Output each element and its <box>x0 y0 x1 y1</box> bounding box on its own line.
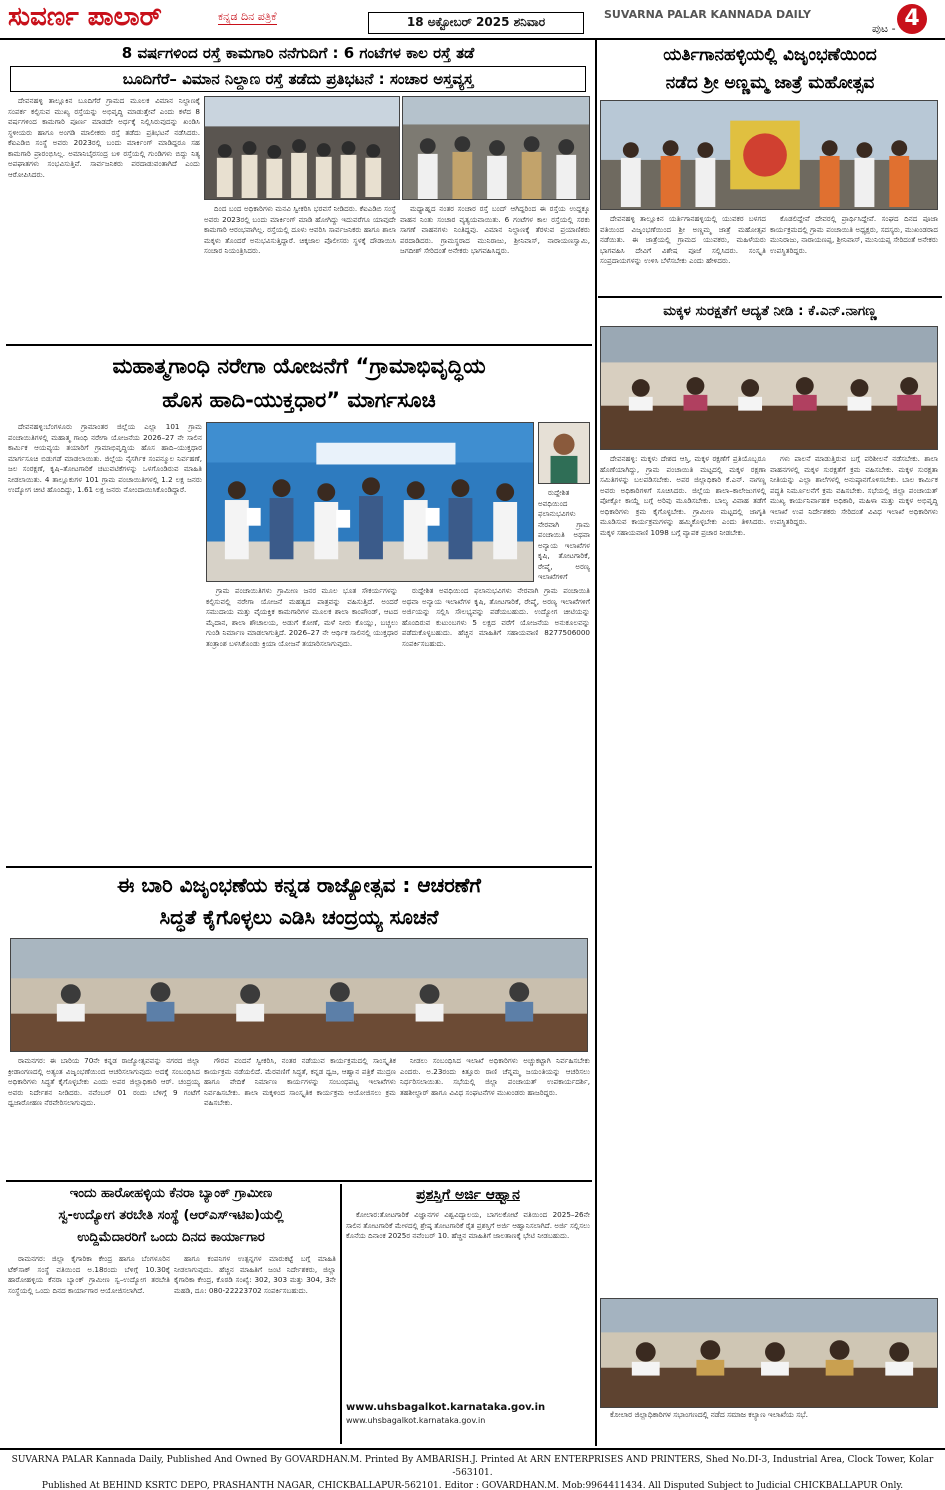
meeting-photo <box>10 938 588 1052</box>
story6-body-right <box>174 1254 336 1442</box>
story7-headline: ಪ್ರಶಸ್ತಿಗೆ ಅರ್ಜಿ ಆಹ್ವಾನ <box>416 1187 520 1203</box>
story3-headline: ಮಹಾತ್ಮಗಾಂಧಿ ನರೇಗಾ ಯೋಜನೆಗೆ “ಗ್ರಾಮಾಭಿವೃದ್ಧಿಯ <box>112 354 486 378</box>
story1-paragraph: ದೇವನಹಳ್ಳಿ ತಾಲ್ಲೂಕಿನ ಬೂದಿಗೆರೆ ಗ್ರಾಮದ ಮೂಲಕ ವಿಮಾನ ನಿಲ್ದಾಣಕ್ಕೆ ಸಂಪರ್ಕ ಕಲ್ಪಿಸುವ ಮುಖ್ಯ ರಸ್ತೆಯನ್ನು ಅಭಿವೃದ್ಧಿ ಮಾಡುತ್ತೇವೆ ಎಂದು ಕಳೆದ 8 ವರ್ಷಗಳಿಂದ ಕಾಮಗಾರಿ ಪೂರ್ಣ ಮಾಡದೇ ಅರ್ಧಕ್ಕೆ ನಿಲ್ಲಿಸಿರುವುದನ್ನು ಖಂಡಿಸಿ ಸ್ಥಳೀಯರು ಹಾಗೂ ಅಂಗಡಿ ಮಾಲೀಕರು ರಸ್ತೆ ತಡೆದು ಪ್ರತಿಭಟನೆ ನಡೆಸಿದರು. ಕೆಐಎಡಿಬಿ ಸಂಸ್ಥೆ ಅವರು 2023ರಲ್ಲಿ ಬಂದು ಮಾರ್ಕಿಂಗ್ ಮಾಡಿದ್ದರೂ ಸಹ ಕಾಮಗಾರಿ ಪ್ರಾರಂಭಿಸಿಲ್ಲ. ಅಮಾನಿಬೈರಸಂದ್ರ ಬಳಿ ರಸ್ತೆಯಲ್ಲಿ ಗುಂಡಿಗಳು ಬಿದ್ದು ನಿತ್ಯ ಅಪಘಾತಗಳು ಸಂಭವಿಸುತ್ತಿವೆ. ಸಾರ್ವಜನಿಕರು ಪರದಾಡುವಂತಾಗಿದೆ ಎಂದು ಆರೋಪಿಸಿದರು. <box>8 96 200 179</box>
story5-paragraph: ಗೌರವ ವಂದನೆ ಸ್ವೀಕರಿಸಿ, ನಂತರ ನಡೆಯುವ ಕಾರ್ಯಕ್ರಮದಲ್ಲಿ ಸಾಂಸ್ಕೃತಿಕ ಕಾರ್ಯಕ್ರಮ ನಡೆಯಲಿದೆ. ಮೆರವಣಿಗೆ ಸಿದ್ಧತೆ, ಕನ್ನಡ ಧ್ವಜ, ಆಹ್ವಾನ ಪತ್ರಿಕೆ ಮುದ್ರಣ ಹಾಗೂ ವೇದಿಕೆ ನಿರ್ಮಾಣ ಕಾರ್ಯಗಳನ್ನು ಸಂಬಂಧಪಟ್ಟ ಇಲಾಖೆಗಳು ನಿರ್ವಹಿಸಬೇಕು. ಶಾಲಾ ಮಕ್ಕಳಿಂದ ಸಾಂಸ್ಕೃತಿಕ ಕಾರ್ಯಕ್ರಮ ಆಯೋಜಿಸಲು ಕ್ರಮ ವಹಿಸಬೇಕು. <box>204 1056 396 1107</box>
story3-body-right <box>402 586 590 862</box>
divider <box>598 296 942 298</box>
story3-body-left <box>8 422 202 862</box>
story3-headline-line2: ಹೊಸ ಹಾದಿ-ಯುಕ್ತಧಾರ” ಮಾರ್ಗಸೂಚಿ <box>162 388 436 412</box>
story2-headline-line2: ನಡೆದ ಶ್ರೀ ಅಣ್ಣಮ್ಮ ಜಾತ್ರೆ ಮಹೋತ್ಸವ <box>665 73 875 93</box>
story6-headline-line3: ಉದ್ದಿಮೆದಾರರಿಗೆ ಒಂದು ದಿನದ ಕಾರ್ಯಾಗಾರ <box>77 1230 265 1245</box>
story7-body <box>346 1210 590 1398</box>
award-website-link[interactable]: www.uhsbagalkot.karnataka.gov.in <box>346 1402 546 1413</box>
story2-headline: ಯರ್ತಿಗಾನಹಳ್ಳಿಯಲ್ಲಿ ವಿಜೃಂಭಣೆಯಿಂದ <box>663 45 877 65</box>
story3-paragraph: ರುದ್ದೇಶಿತ ಅವಧಿಯಿಂದ ಫಲಾನುಭವಿಗಳು ನೇರವಾಗಿ ಗ್ರಾಮ ಪಂಚಾಯಿತಿ ಅಥವಾ ಅನ್ಯಾಯ ಇಲಾಖೆಗಳ ಕೃಷಿ, ತೋಟಗಾರಿಕೆ, ರೇಷ್ಮೆ, ಅರಣ್ಯ ಇಲಾಖೆಗಳಿಗೆ ಅರ್ಜಿಯನ್ನು ಸಲ್ಲಿಸಿ ಸೌಲಭ್ಯವನ್ನು ಪಡೆಯಬಹುದು. ಉದ್ಯೋಗ ಚೀಟಿಯನ್ನು ಹೊಂದಿರುವ ಕುಟುಂಬಗಳು 5 ಲಕ್ಷದ ವರೆಗೆ ಯೋಜನೆಯ ಅನುಕೂಲವನ್ನು ಪಡೆದುಕೊಳ್ಳಬಹುದು. ಹೆಚ್ಚಿನ ಮಾಹಿತಿಗೆ ಸಹಾಯವಾಣಿ 8277506000 ಸಂಪರ್ಕಿಸಬಹುದು. <box>402 586 590 648</box>
protest-photo-1 <box>204 96 400 200</box>
kolar-meeting-photo <box>600 1298 938 1408</box>
divider <box>340 1184 342 1444</box>
story2-body-right <box>770 214 938 294</box>
imprint-line-2: Published At BEHIND KSRTC DEPO, PRASHANTH NAGAR, CHICKBALLAPUR-562101. Editor : GOVARDHAN.M. Mob:9964411434. All Disputed Subject to Judicial CHICKBALLAPUR Only. <box>41 1481 904 1490</box>
story5-headline-line2: ಸಿದ್ಧತೆ ಕೈಗೊಳ್ಳಲು ಎಡಿಸಿ ಚಂದ್ರಯ್ಯ ಸೂಚನೆ <box>159 905 439 929</box>
story6-headline-line2: ಸ್ವ-ಉದ್ಯೋಗ ತರಬೇತಿ ಸಂಸ್ಥೆ (ಆರ್‌ಎಸ್‌ಇಟಿಐ)ಯಲ್ಲಿ <box>58 1208 284 1223</box>
story6-paragraph: ರಾಮನಗರ: ಜಿಲ್ಲಾ ಕೈಗಾರಿಕಾ ಕೇಂದ್ರ ಹಾಗೂ ಬೆಂಗಳೂರಿನ ಟೆಕ್‌ಸಾಕ್ ಸಂಸ್ಥೆ ವತಿಯಿಂದ ಅ.18ರಂದು ಬೆಳಿಗ್ಗೆ 10.30ಕ್ಕೆ ಹಾರೋಹಳ್ಳಿಯ ಕೆನರಾ ಬ್ಯಾಂಕ್ ಗ್ರಾಮೀಣ ಸ್ವ–ಉದ್ಯೋಗ ತರಬೇತಿ ಸಂಸ್ಥೆಯಲ್ಲಿ ಒಂದು ದಿನದ ಕಾರ್ಯಾಗಾರ ಆಯೋಜಿಸಲಾಗಿದೆ. <box>8 1254 170 1295</box>
imprint-footer <box>0 1448 945 1490</box>
story3-paragraph: ಗ್ರಾಮ ಪಂಚಾಯಿತಿಗಳು ಗ್ರಾಮೀಣ ಜನರ ಮೂಲ ಭೂತ ಸೌಕರ್ಯಗಳನ್ನು ಕಲ್ಪಿಸುವಲ್ಲಿ ನರೇಗಾ ಯೋಜನೆ ಮಹತ್ವದ ಪಾತ್ರವನ್ನು ವಹಿಸುತ್ತಿದೆ. ಅಂದರೆ ಸಮುದಾಯ ಮತ್ತು ವೈಯಕ್ತಿಕ ಕಾಮಗಾರಿಗಳ ಮೂಲಕ ಶಾಲಾ ಕಾಂಪೌಂಡ್, ಆಟದ ಮೈದಾನ, ಶಾಲಾ ಶೌಚಾಲಯ, ಅಡುಗೆ ಕೋಣೆ, ಮಳೆ ನೀರು ಕೊಯ್ಲು, ಬಚ್ಚಲು ಗುಂಡಿ ನಿರ್ಮಾಣ ಮಾಡಲಾಗುತ್ತಿದೆ. 2026–27 ನೇ ಆರ್ಥಿಕ ಸಾಲಿನಲ್ಲಿ ಯುಕ್ತಧಾರ ತಂತ್ರಾಂಶ ಬಳಸಿಕೊಂಡು ಕ್ರಿಯಾ ಯೋಜನೆ ತಯಾರಿಸಲಾಗುವುದು. <box>206 586 398 648</box>
award-website-link-2[interactable]: www.uhsbagalkot.karnataka.gov.in <box>346 1416 486 1425</box>
divider <box>6 866 592 868</box>
imprint-line-1: SUVARNA PALAR Kannada Daily, Published And Owned By GOVARDHAN.M. Printed By AMBARISH.J. Printed At ARN ENTERPRISES AND PRINTERS, Shed No.DI-3, Industrial Area, Clock Tower, Kolar -563101. <box>11 1455 934 1478</box>
story2-paragraph: ದೇವನಹಳ್ಳಿ ತಾಲ್ಲೂಕಿನ ಯರ್ತಿಗಾನಹಳ್ಳಿಯಲ್ಲಿ ಯುವಕರ ಬಳಗದ ವತಿಯಿಂದ ವಿಜೃಂಭಣೆಯಿಂದ ಶ್ರೀ ಅಣ್ಣಮ್ಮ ಜಾತ್ರೆ ಮಹೋತ್ಸವ ನಡೆಯಿತು. ಈ ಜಾತ್ರೆಯಲ್ಲಿ ಗ್ರಾಮದ ಯುವಕರು, ಮಹಿಳೆಯರು ಭಾಗವಹಿಸಿ ದೇವಿಗೆ ವಿಶೇಷ ಪೂಜೆ ಸಲ್ಲಿಸಿದರು. ಸಂಸ್ಕೃತಿ ಸಂಪ್ರದಾಯಗಳನ್ನು ಉಳಿಸಿ ಬೆಳೆಸಬೇಕು ಎಂದು ಹೇಳಿದರು. <box>600 214 766 265</box>
story3-body-mid <box>206 586 398 862</box>
child-safety-meeting-photo <box>600 326 938 450</box>
story6-headline: ಇಂದು ಹಾರೋಹಳ್ಳಿಯ ಕೆನರಾ ಬ್ಯಾಂಕ್ ಗ್ರಾಮೀಣ <box>69 1186 273 1201</box>
official-portrait <box>538 422 590 484</box>
caption-text: ಕೋಲಾರ ಜಿಲ್ಲಾಧಿಕಾರಿಗಳ ಸಭಾಂಗಣದಲ್ಲಿ ನಡೆದ ಸಮಾಜ ಕಲ್ಯಾಣ ಇಲಾಖೆಯ ಸಭೆ. <box>610 1410 808 1419</box>
story3-side-text <box>538 488 590 582</box>
story4-paragraph: ಗಳು ಪಾಲನೆ ಮಾಡುತ್ತಿರುವ ಬಗ್ಗೆ ಪರಿಶೀಲನೆ ನಡೆಸಬೇಕು. ಶಾಲಾ ವಾಹನಗಳಲ್ಲಿ ಮಕ್ಕಳ ಸುರಕ್ಷತೆಗೆ ಕ್ರಮ ವಹಿಸಬೇಕು. ಮಕ್ಕಳ ಸುರಕ್ಷತಾ ನೀತಿಯನ್ನು ಎಲ್ಲಾ ಶಾಲೆಗಳಲ್ಲಿ ಅನುಷ್ಠಾನಗೊಳಿಸಬೇಕು. ಬಾಲ ಕಾರ್ಮಿಕ ಪದ್ಧತಿ ನಿರ್ಮೂಲನೆಗೆ ಕ್ರಮ ವಹಿಸಬೇಕು. ಸಭೆಯಲ್ಲಿ ಜಿಲ್ಲಾ ಪಂಚಾಯತ್ ಮುಖ್ಯ ಕಾರ್ಯನಿರ್ವಾಹಕ ಅಧಿಕಾರಿ, ಮಹಿಳಾ ಮತ್ತು ಮಕ್ಕಳ ಅಭಿವೃದ್ಧಿ ಇಲಾಖೆ ಉಪ ನಿರ್ದೇಶಕರು ಸೇರಿದಂತೆ ವಿವಿಧ ಇಲಾಖೆ ಅಧಿಕಾರಿಗಳು ಉಪಸ್ಥಿತರಿದ್ದರು. <box>770 454 938 526</box>
story1-body-left <box>8 96 200 340</box>
story5-body-left <box>8 1056 200 1176</box>
story5-headline: ಈ ಬಾರಿ ವಿಜೃಂಭಣೆಯ ಕನ್ನಡ ರಾಜ್ಯೋತ್ಸವ : ಆಚರಣೆಗೆ <box>117 873 481 897</box>
story1-paragraph: ಮಧ್ಯಾಹ್ನದ ನಂತರ ಸಂಚಾರ ರಸ್ತೆ ಬಂದ್ ಆಗಿದ್ದರಿಂದ ಈ ರಸ್ತೆಯ ಉದ್ದಕ್ಕೂ ವಾಹನ ನಿಂತು ಸಂಚಾರ ವ್ಯತ್ಯಯವಾಯಿತು. 6 ಗಂಟೆಗಳ ಕಾಲ ರಸ್ತೆಯಲ್ಲಿ ಸರಕು ಸಾಗಣೆ ವಾಹನಗಳು ನಿಂತಿದ್ದವು. ವಿಮಾನ ನಿಲ್ದಾಣಕ್ಕೆ ತೆರಳುವ ಪ್ರಯಾಣಿಕರು ಪರದಾಡಿದರು. ಗ್ರಾಮಸ್ಥರಾದ ಮುನಿರಾಜು, ಶ್ರೀನಿವಾಸ್, ನಾರಾಯಣಸ್ವಾಮಿ, ಜಗದೀಶ್ ಸೇರಿದಂತೆ ಅನೇಕರು ಭಾಗವಹಿಸಿದ್ದರು. <box>400 204 590 255</box>
tagline: ಕನ್ನಡ ದಿನ ಪತ್ರಿಕೆ <box>218 10 277 23</box>
story1-body-mid <box>204 204 396 340</box>
column-divider <box>595 40 597 1446</box>
story5-body-mid <box>204 1056 396 1176</box>
story1-body-right <box>400 204 590 340</box>
story3-paragraph: ದೇವನಹಳ್ಳಿ:ಬೆಂಗಳೂರು ಗ್ರಾಮಾಂತರ ಜಿಲ್ಲೆಯ ಎಲ್ಲಾ 101 ಗ್ರಾಮ ಪಂಚಾಯಿತಿಗಳಲ್ಲಿ ಮಹಾತ್ಮ ಗಾಂಧಿ ನರೇಗಾ ಯೋಜನೆಯ 2026–27 ನೇ ಸಾಲಿನ ಕಾರ್ಮಿಕ ಆಯವ್ಯಯ ತಯಾರಿಗೆ ಗ್ರಾಮಾಭಿವೃದ್ಧಿಯ ಹೊಸ ಹಾದಿ–ಯುಕ್ತಧಾರ ಮಾರ್ಗಸೂಚಿ ಬಿಡುಗಡೆ ಮಾಡಲಾಯಿತು. ಜಿಲ್ಲೆಯ ನೈಸರ್ಗಿಕ ಸಂಪನ್ಮೂಲ ನಿರ್ವಹಣೆ, ಜಲ ಸಂರಕ್ಷಣೆ, ಕೃಷಿ–ತೋಟಗಾರಿಕೆ ಚಟುವಟಿಕೆಗಳನ್ನು ಒಳಗೊಂಡಿರುವ ಮಾಹಿತಿ ನೀಡಲಾಯಿತು. 4 ತಾಲ್ಲೂಕುಗಳ 101 ಗ್ರಾಮ ಪಂಚಾಯಿತಿಗಳಲ್ಲಿ 1.2 ಲಕ್ಷ ಜನರು ಉದ್ಯೋಗ ಚೀಟಿ ಹೊಂದಿದ್ದು, 1.61 ಲಕ್ಷ ಜನರು ನೋಂದಾಯಿಸಿಕೊಂಡಿದ್ದಾರೆ. <box>8 422 202 494</box>
story4-headline: ಮಕ್ಕಳ ಸುರಕ್ಷತೆಗೆ ಆದ್ಯತೆ ನೀಡಿ : ಕೆ.ಎನ್.ನಾಗಣ್ಣ <box>663 303 877 319</box>
story1-subheadline: ಬೂದಿಗೆರೆ– ವಿಮಾನ ನಿಲ್ದಾಣ ರಸ್ತೆ ತಡೆದು ಪ್ರತಿಭಟನೆ : ಸಂಚಾರ ಅಸ್ತವ್ಯಸ್ತ <box>10 66 586 92</box>
english-title: SUVARNA PALAR KANNADA DAILY <box>604 8 811 21</box>
story4-body-right <box>770 454 938 1294</box>
issue-date: 18 ಅಕ್ಟೋಬರ್ 2025 ಶನಿವಾರ <box>368 12 584 34</box>
jatre-photo <box>600 100 938 210</box>
divider <box>6 344 592 346</box>
story5-paragraph: ನೀಡಲು ಸಂಬಂಧಿಸಿದ ಇಲಾಖೆ ಅಧಿಕಾರಿಗಳು ಅಚ್ಚುಕಟ್ಟಾಗಿ ನಿರ್ವಹಿಸಬೇಕು ಎಂದರು. ಅ.23ರಂದು ಕಿತ್ತೂರು ರಾಣಿ ಚೆನ್ನಮ್ಮ ಜಯಂತಿಯನ್ನು ಆಚರಿಸಲು ನಿರ್ಧರಿಸಲಾಯಿತು. ಸಭೆಯಲ್ಲಿ ಜಿಲ್ಲಾ ಪಂಚಾಯತ್ ಉಪಕಾರ್ಯದರ್ಶಿ, ತಹಶೀಲ್ದಾರ್ ಹಾಗೂ ವಿವಿಧ ಸಂಘಟನೆಗಳ ಮುಖಂಡರು ಹಾಜರಿದ್ದರು. <box>400 1056 590 1097</box>
story5-body-right <box>400 1056 590 1176</box>
protest-photo-2 <box>402 96 590 200</box>
story3-paragraph: ರುದ್ದೇಶಿತ ಅವಧಿಯಿಂದ ಫಲಾನುಭವಿಗಳು ನೇರವಾಗಿ ಗ್ರಾಮ ಪಂಚಾಯಿತಿ ಅಥವಾ ಅನ್ಯಾಯ ಇಲಾಖೆಗಳ ಕೃಷಿ, ತೋಟಗಾರಿಕೆ, ರೇಷ್ಮೆ, ಅರಣ್ಯ ಇಲಾಖೆಗಳಿಗೆ <box>538 488 590 581</box>
story4-body-left <box>600 454 766 1294</box>
page-label: ಪುಟ - <box>872 22 896 35</box>
divider <box>6 1180 592 1182</box>
story6-paragraph: ಹಾಗೂ ಕಂಪನಿಗಳ ಉತ್ಪನ್ನಗಳ ಮಾರುಕಟ್ಟೆ ಬಗ್ಗೆ ಮಾಹಿತಿ ನೀಡಲಾಗುವುದು. ಹೆಚ್ಚಿನ ಮಾಹಿತಿಗೆ ಜಂಟಿ ನಿರ್ದೇಶಕರು, ಜಿಲ್ಲಾ ಕೈಗಾರಿಕಾ ಕೇಂದ್ರ, ಕೊಠಡಿ ಸಂಖ್ಯೆ: 302, 303 ಮತ್ತು 304, 3ನೇ ಮಹಡಿ, ದೂ: 080-22223702 ಸಂಪರ್ಕಿಸಬಹುದು. <box>174 1254 336 1295</box>
photo-caption <box>600 1410 938 1444</box>
story5-paragraph: ರಾಮನಗರ: ಈ ಬಾರಿಯ 70ನೇ ಕನ್ನಡ ರಾಜ್ಯೋತ್ಸವವನ್ನು ನಗರದ ಜಿಲ್ಲಾ ಕ್ರೀಡಾಂಗಣದಲ್ಲಿ ಅತ್ಯಂತ ವಿಜೃಂಭಣೆಯಿಂದ ಆಚರಿಸಲಾಗುವುದು ಅದಕ್ಕೆ ಸಂಬಂಧಿಸಿದ ಅಧಿಕಾರಿಗಳು ಸಿದ್ಧತೆ ಕೈಗೊಳ್ಳಬೇಕು ಎಂದು ಅಪರ ಜಿಲ್ಲಾಧಿಕಾರಿ ಆರ್. ಚಂದ್ರಯ್ಯ ಅವರು ನಿರ್ದೇಶನ ನೀಡಿದರು. ನವೆಂಬರ್ 01 ರಂದು ಬೆಳಿಗ್ಗೆ 9 ಗಂಟೆಗೆ ಧ್ವಜಾರೋಹಣ ನೆರವೇರಿಸಲಾಗುವುದು. <box>8 1056 200 1107</box>
newspaper-logo: ಸುವರ್ಣ ಪಾಲಾರ್ <box>8 2 162 32</box>
story2-paragraph: ಕೊಡಲಿದ್ದೇವೆ ದೇವರಲ್ಲಿ ಪ್ರಾರ್ಥಿಸಿದ್ದೇವೆ. ಸಂಘದ ದಿನದ ಪೂಜಾ ಕಾರ್ಯಕ್ರಮದಲ್ಲಿ ಗ್ರಾಮ ಪಂಚಾಯಿತಿ ಅಧ್ಯಕ್ಷರು, ಸದಸ್ಯರು, ಮುಖಂಡರಾದ ಮುನಿರಾಜು, ನಾರಾಯಣಪ್ಪ, ಶ್ರೀನಿವಾಸ್, ಮುನಿಯಪ್ಪ ಸೇರಿದಂತೆ ಅನೇಕರು ಉಪಸ್ಥಿತರಿದ್ದರು. <box>770 214 938 255</box>
masthead <box>0 0 945 40</box>
story4-paragraph: ದೇವನಹಳ್ಳಿ: ಮಕ್ಕಳು ದೇಶದ ಆಸ್ತಿ, ಮಕ್ಕಳ ರಕ್ಷಣೆಗೆ ಪ್ರತಿಯೊಬ್ಬರೂ ಹೊಣೆಯಾಗಿದ್ದು, ಗ್ರಾಮ ಪಂಚಾಯಿತಿ ಮಟ್ಟದಲ್ಲಿ ಮಕ್ಕಳ ರಕ್ಷಣಾ ಸಮಿತಿಗಳನ್ನು ಬಲಪಡಿಸಬೇಕು. ಅಪರ ಜಿಲ್ಲಾಧಿಕಾರಿ ಕೆ.ಎನ್. ನಾಗಣ್ಣ ಅವರು ಅಧಿಕಾರಿಗಳಿಗೆ ಸೂಚಿಸಿದರು. ಜಿಲ್ಲೆಯ ಶಾಲಾ–ಕಾಲೇಜುಗಳಲ್ಲಿ ಪೋಕ್ಸೋ ಕಾಯ್ದೆ ಬಗ್ಗೆ ಅರಿವು ಮೂಡಿಸಬೇಕು. ಬಾಲ್ಯ ವಿವಾಹ ತಡೆಗೆ ಅಧಿಕಾರಿಗಳು ಕ್ರಮ ಕೈಗೊಳ್ಳಬೇಕು. ಗ್ರಾಮೀಣ ಮಟ್ಟದಲ್ಲಿ ಜಾಗೃತಿ ಮೂಡಿಸುವ ಕಾರ್ಯಕ್ರಮಗಳನ್ನು ಹಮ್ಮಿಕೊಳ್ಳಬೇಕು ಎಂದು ತಿಳಿಸಿದರು. ಮಕ್ಕಳ ಸಹಾಯವಾಣಿ 1098 ಬಗ್ಗೆ ವ್ಯಾಪಕ ಪ್ರಚಾರ ನೀಡಬೇಕು. <box>600 454 766 537</box>
story1-paragraph: ದಿಂದ ಬಂದ ಅಧಿಕಾರಿಗಳು ಮನವಿ ಸ್ವೀಕರಿಸಿ ಭರವಸೆ ನೀಡಿದರು. ಕೆಐಎಡಿಬಿ ಸಂಸ್ಥೆ ಅವರು 2023ರಲ್ಲಿ ಬಂದು ಮಾರ್ಕಿಂಗ್ ಮಾಡಿ ಹೋಗಿದ್ದು ಇದುವರೆಗೂ ಯಾವುದೇ ಕಾಮಗಾರಿ ಆರಂಭವಾಗಿಲ್ಲ. ರಸ್ತೆಯಲ್ಲಿ ದೂಳು ಆವರಿಸಿ ಸಾರ್ವಜನಿಕರು ಹಾಗೂ ಶಾಲಾ ಮಕ್ಕಳು ತೊಂದರೆ ಅನುಭವಿಸುತ್ತಿದ್ದಾರೆ. ಚಿಕ್ಕಜಾಲ ಪೊಲೀಸರು ಸ್ಥಳಕ್ಕೆ ದೌಡಾಯಿಸಿ ಸಂಚಾರ ನಿಯಂತ್ರಿಸಿದರು. <box>204 204 396 255</box>
story6-body-left <box>8 1254 170 1442</box>
story2-body-left <box>600 214 766 294</box>
page-number: 4 <box>897 4 927 34</box>
nrega-release-photo <box>206 422 534 582</box>
story1-headline: 8 ವರ್ಷಗಳಿಂದ ರಸ್ತೆ ಕಾಮಗಾರಿ ನನೆಗುದಿಗೆ : 6 ಗಂಟೆಗಳ ಕಾಲ ರಸ್ತೆ ತಡೆ <box>121 44 475 62</box>
story7-paragraph: ಕೋಲಾರ:ತೋಟಗಾರಿಕೆ ವಿಜ್ಞಾನಗಳ ವಿಶ್ವವಿದ್ಯಾಲಯ, ಬಾಗಲಕೋಟೆ ವತಿಯಿಂದ 2025–26ನೇ ಸಾಲಿನ ತೋಟಗಾರಿಕೆ ಮೇಳದಲ್ಲಿ ಶ್ರೇಷ್ಠ ತೋಟಗಾರಿಕೆ ರೈತ ಪ್ರಶಸ್ತಿಗೆ ಅರ್ಜಿ ಆಹ್ವಾನಿಸಲಾಗಿದೆ. ಅರ್ಜಿ ಸಲ್ಲಿಸಲು ಕೊನೆಯ ದಿನಾಂಕ 2025ರ ನವೆಂಬರ್ 10. ಹೆಚ್ಚಿನ ಮಾಹಿತಿಗೆ ಜಾಲತಾಣಕ್ಕೆ ಭೇಟಿ ನೀಡಬಹುದು. <box>346 1210 590 1240</box>
